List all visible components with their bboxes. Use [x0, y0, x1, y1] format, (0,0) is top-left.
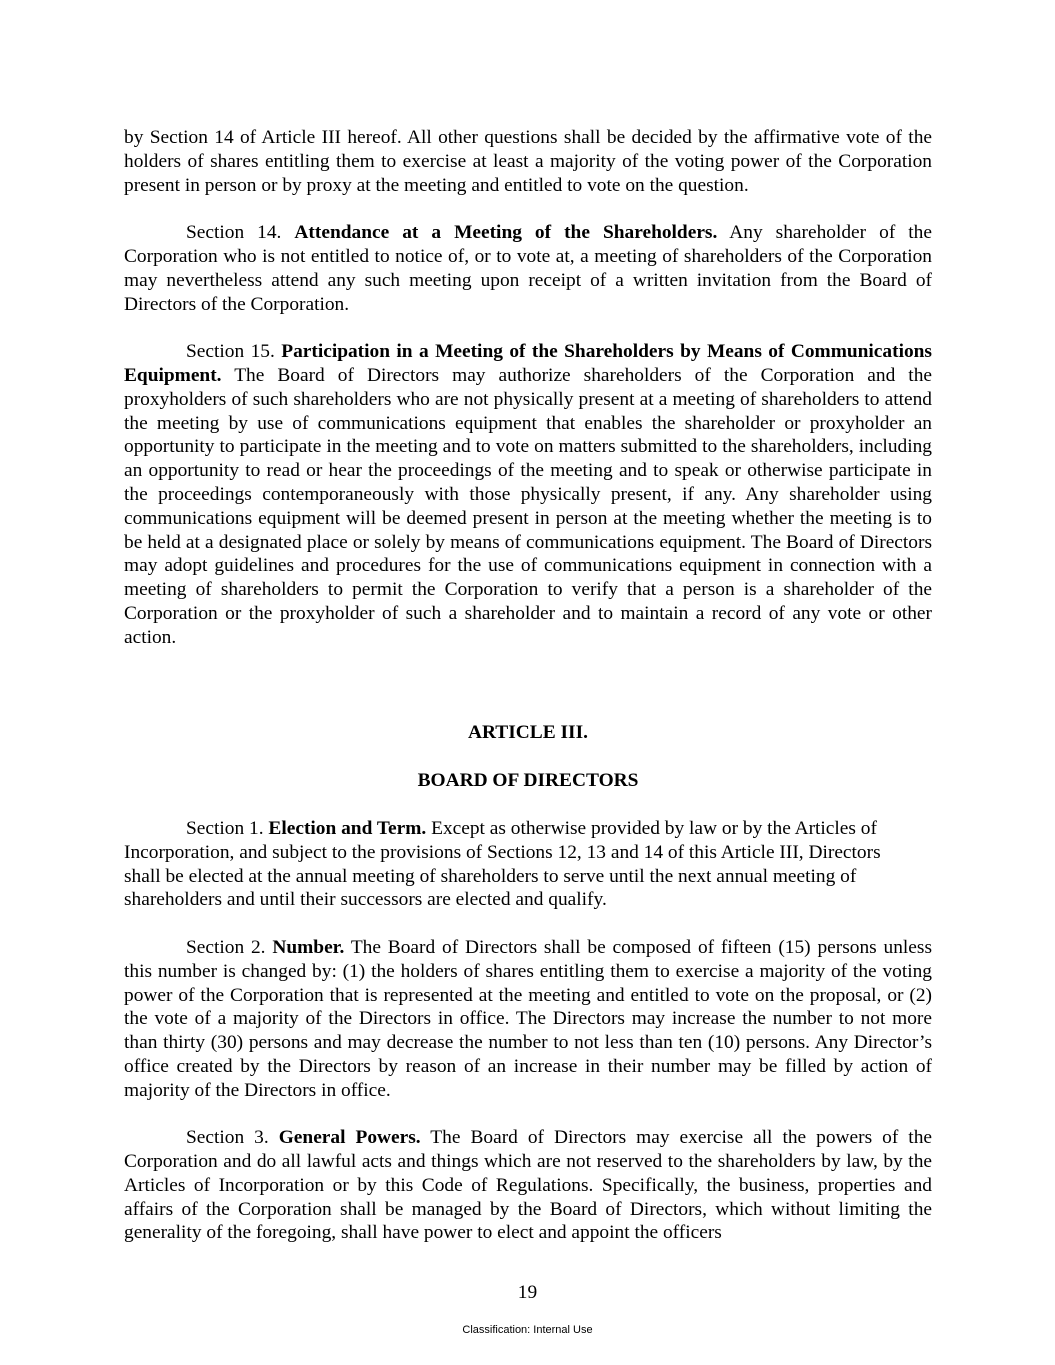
section-label: Section 1. — [186, 817, 269, 839]
section-label: Section 2. — [186, 936, 273, 958]
classification-label: Classification: Internal Use — [462, 1324, 593, 1336]
section-body: The Board of Directors shall be composed of fifteen (15) persons unless this number is changed by: (1) the holders of shares entitling them to exercise a majority of the voting power of the Corporation that is represented at the meeting and entitled to vote on the proposal, or (2) the vote of a majority of the Directors in office. The Directors may increase the number to not more than thirty (30) persons and may decrease the number to not less than ten (10) persons. Any Director’s office created by the Directors by reason of an increase in their number may be filled by action of majority of the Directors in office. — [124, 936, 932, 1101]
section-body: The Board of Directors may authorize shareholders of the Corporation and the proxyholders of such shareholders who are not physically present at a meeting of shareholders to attend the meeting by use of communications equipment that enables the shareholder or proxyholder an opportunity to participate in the meeting and to vote on matters submitted to the shareholders, including an opportunity to read or hear the proceedings of the meeting and to speak or otherwise participate in the proceedings contemporaneously with those physically present, if any. Any shareholder using communications equipment will be deemed present in person at the meeting whether the meeting is to be held at a designated place or solely by means of communications equipment. The Board of Directors may adopt guidelines and procedures for the use of communications equipment in connection with a meeting of shareholders to permit the Corporation to verify that a person is a shareholder of the Corporation or the proxyholder of such a shareholder and to maintain a record of any vote or other action. — [124, 364, 932, 648]
article-heading: ARTICLE III. — [467, 722, 588, 744]
article-3-section-2-paragraph — [124, 936, 932, 1103]
section-title: Election and Term. — [268, 817, 427, 839]
section-body: Any shareholder of the Corporation who is not entitled to notice of, or to vote at, a meeting of shareholders of the Corporation may nevertheless attend any such meeting upon receipt of a written invitation from the Board of Directors of the Corporation. — [124, 222, 932, 315]
section-body: The Board of Directors may exercise all the powers of the Corporation and do all lawful acts and things which are not reserved to the shareholders by law, by the Articles of Incorporation or by this Code of Regulations. Specifically, the business, properties and affairs of the Corporation shall be managed by the Board of Directors, which without limiting the generality of the foregoing, shall have power to elect and appoint the officers — [124, 1127, 932, 1244]
article-subheading: BOARD OF DIRECTORS — [417, 770, 639, 792]
section-title: General Powers. — [278, 1127, 421, 1149]
document-body — [124, 126, 932, 1269]
page-number: 19 — [517, 1282, 538, 1303]
section-15-paragraph — [124, 340, 932, 649]
article-3-section-1-paragraph — [124, 817, 932, 912]
article-3-section-3-paragraph — [124, 1126, 932, 1245]
section-label: Section 3. — [186, 1127, 279, 1149]
section-body: Except as otherwise provided by law or by the Articles of Incorporation, and subject to the provisions of Sections 12, 13 and 14 of this Article III, Directors shall be elected at the annual meeting of shareholders to serve until the next annual meeting of shareholders and until their successors are elected and qualify. — [124, 817, 881, 911]
section-title: Attendance at a Meeting of the Shareholders. — [294, 222, 718, 244]
continuation-paragraph: by Section 14 of Article III hereof. All other questions shall be decided by the affirmative vote of the holders of shares entitling them to exercise at least a majority of the voting power of the Corporation present in person or by proxy at the meeting and entitled to vote on the question. — [124, 127, 932, 196]
section-label: Section 15. — [186, 341, 282, 363]
section-title: Number. — [272, 936, 345, 958]
section-14-paragraph — [124, 221, 932, 316]
section-title: Participation in a Meeting of the Shareholders by Means of Communications Equipment. — [124, 341, 932, 386]
section-label: Section 14. — [186, 222, 295, 244]
